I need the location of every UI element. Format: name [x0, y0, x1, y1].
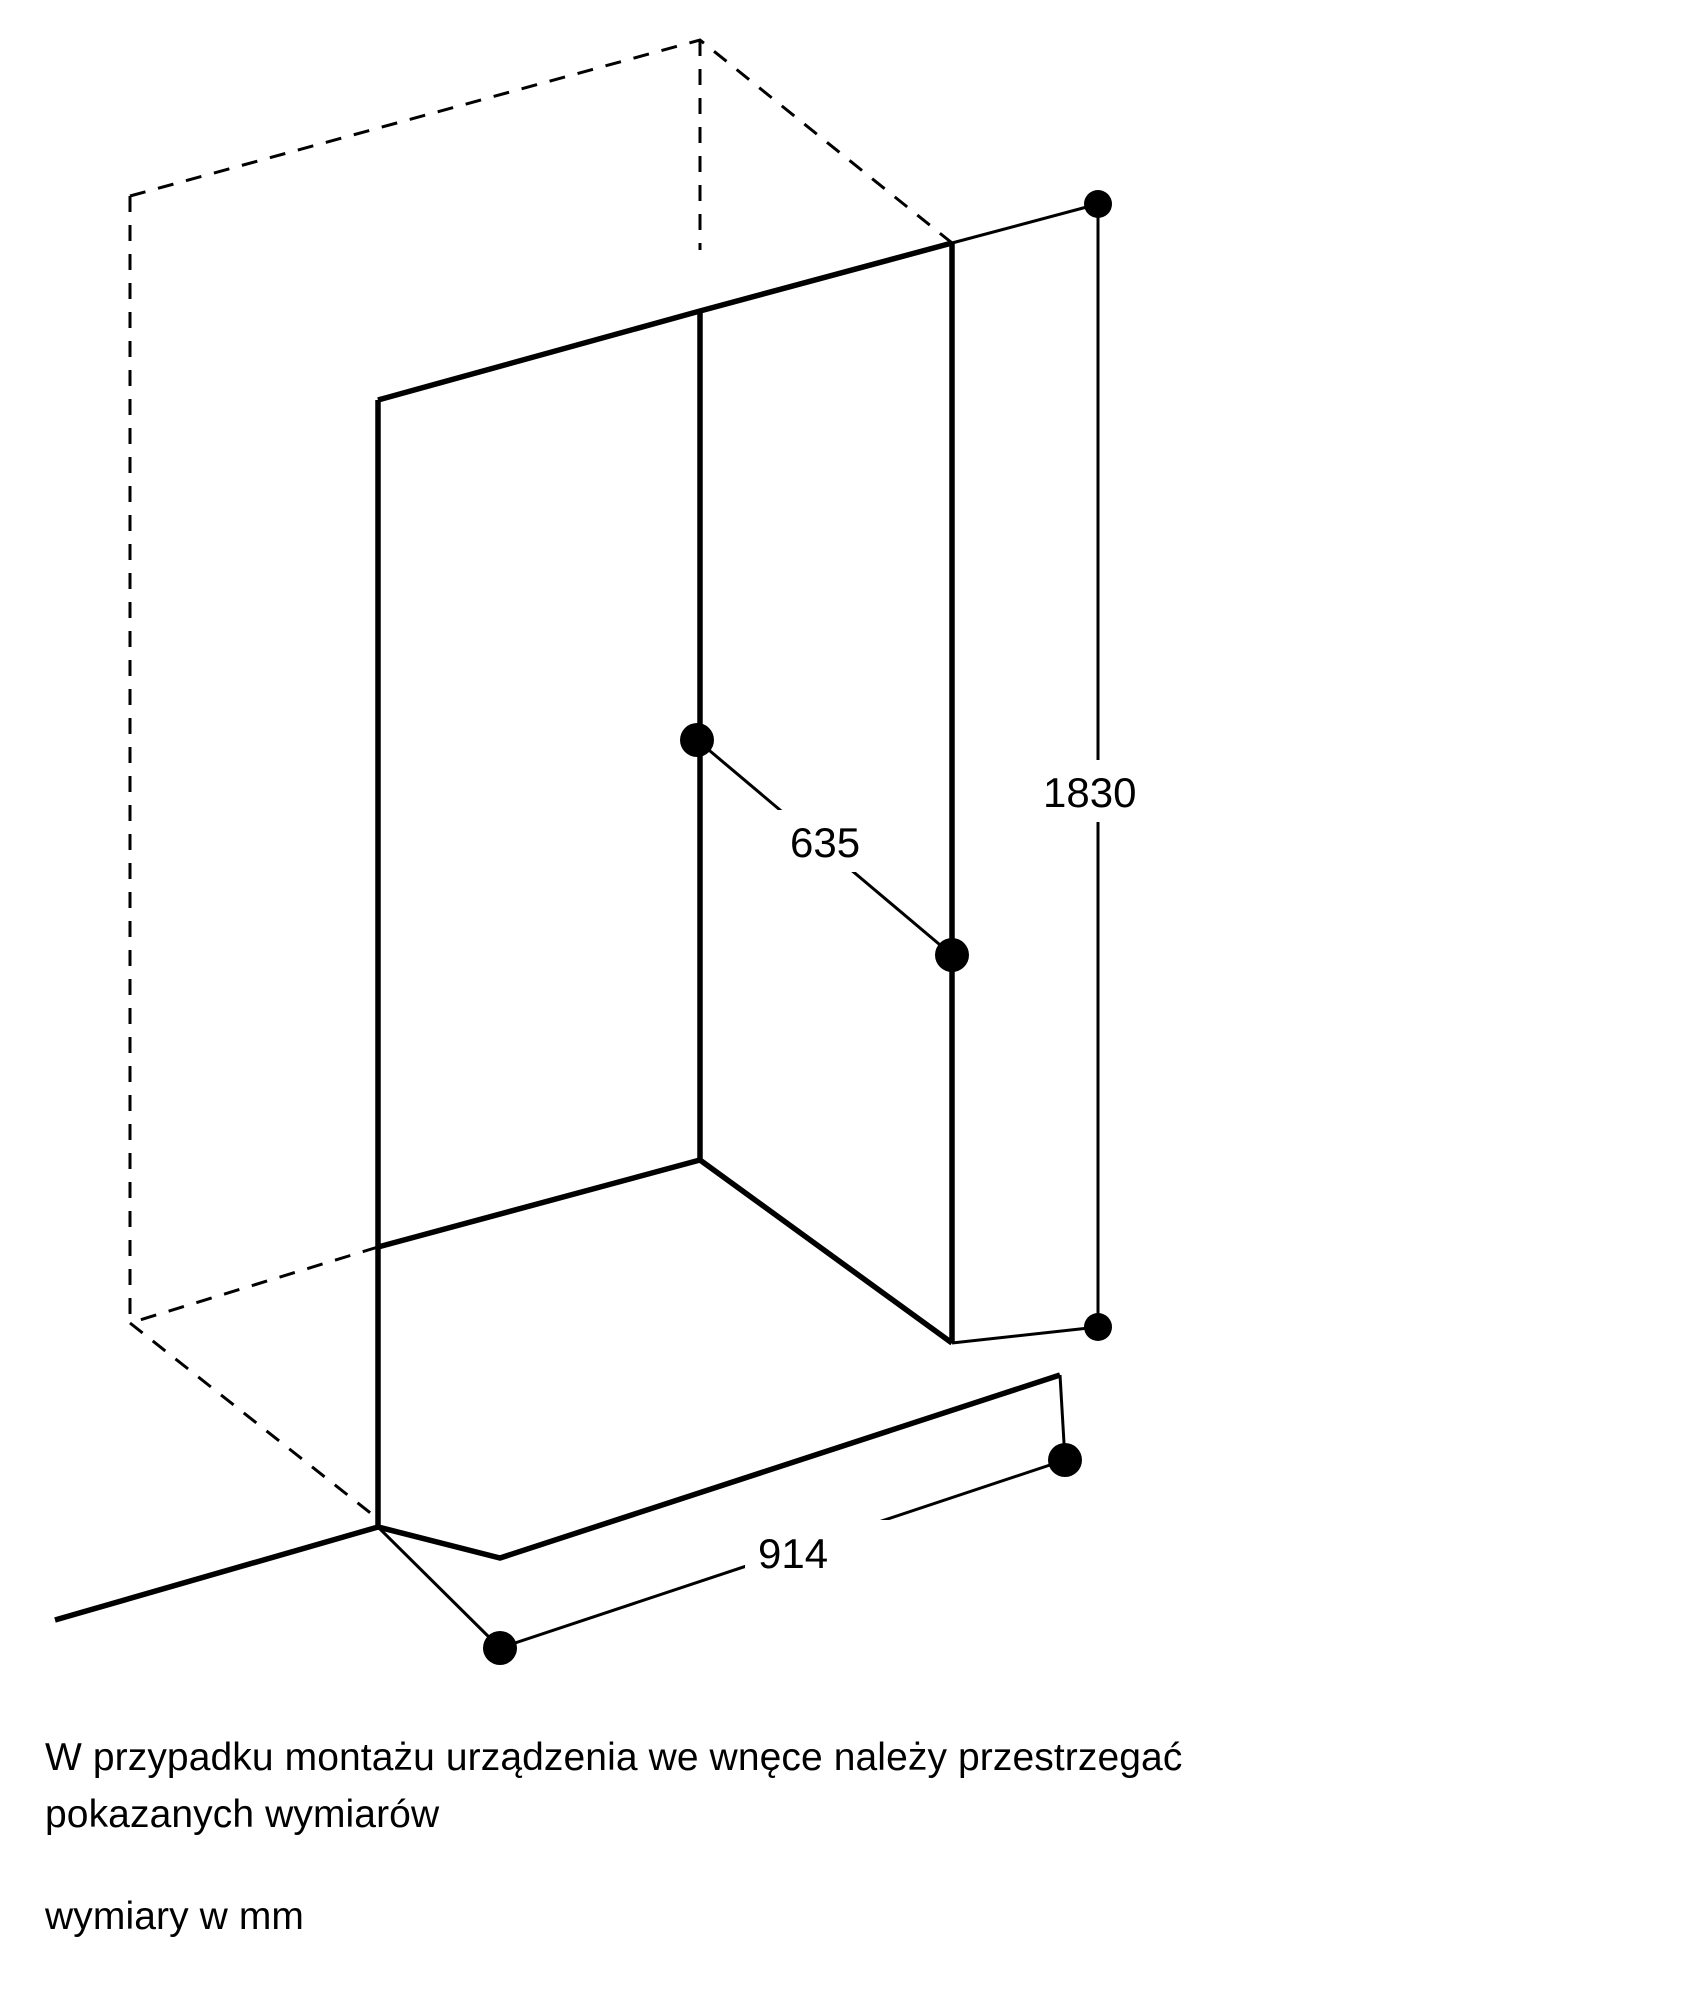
- hidden-top-face: [130, 40, 952, 400]
- hidden-bottom-left-diagonal: [130, 1323, 378, 1519]
- floor-left-extension: [55, 1527, 378, 1620]
- height-bottom-dot: [1084, 1313, 1112, 1341]
- hidden-bottom-rear-edge: [130, 1247, 378, 1323]
- height-top-dot: [1084, 190, 1112, 218]
- installation-note: W przypadku montażu urządzenia we wnęce należy przestrzegać pokazanych wymiarów: [45, 1736, 1183, 1836]
- units-note: wymiary w mm: [45, 1895, 305, 1939]
- height-leader-top: [952, 204, 1098, 243]
- width-left-dot: [483, 1631, 517, 1665]
- dimension-height-1830: [952, 190, 1210, 1343]
- height-label: 1830: [1043, 769, 1137, 816]
- width-label: 914: [758, 1530, 829, 1577]
- floor-back-edge: [378, 1160, 952, 1343]
- back-wall-top-edge: [378, 243, 952, 400]
- dimension-width-914: [378, 1375, 1082, 1665]
- depth-end-dot: [935, 938, 969, 972]
- notes-block: [45, 1730, 1445, 1946]
- depth-label: 635: [790, 819, 861, 866]
- visible-edges-group: [55, 243, 1060, 1620]
- hidden-edges-group: [130, 40, 952, 1519]
- height-leader-bottom: [952, 1327, 1098, 1343]
- width-right-dot: [1048, 1443, 1082, 1477]
- floor-front-edge: [378, 1375, 1060, 1558]
- dimension-depth-635: [680, 723, 969, 972]
- depth-start-dot: [680, 723, 714, 757]
